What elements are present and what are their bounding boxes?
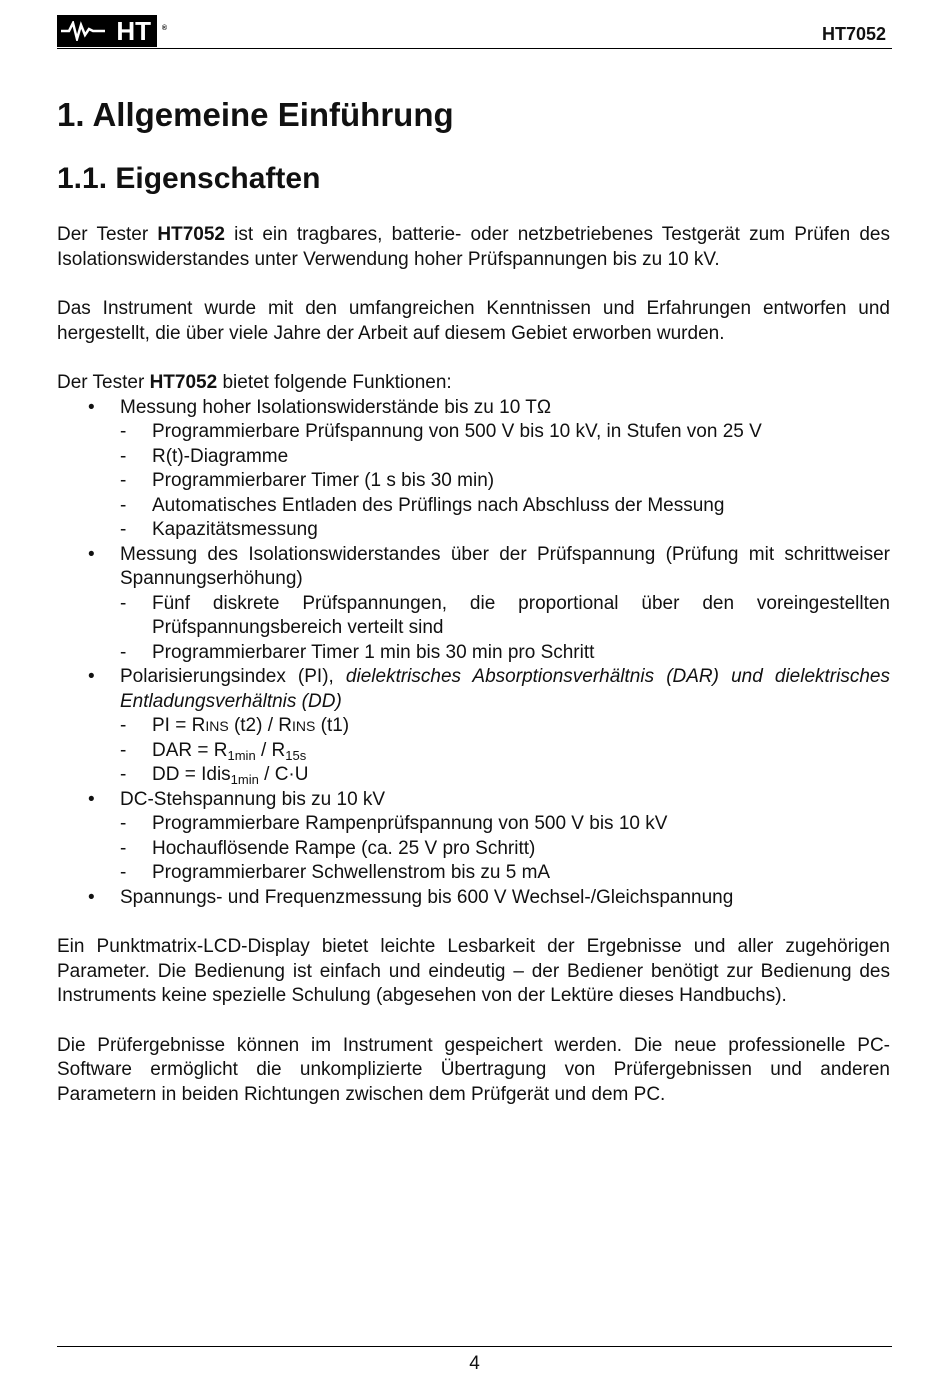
dash-icon: - [120,739,127,761]
sub-item [120,420,890,445]
sub-item [120,641,890,666]
dash-icon: - [120,592,127,614]
feature-list [57,396,890,911]
ht-logo [57,15,167,47]
feature-item [57,543,890,666]
bullet-icon: • [88,543,95,565]
sub-item [120,861,890,886]
sub-text: R(t)-Diagramme [152,445,289,467]
functions-intro [57,371,890,396]
formula-part: / C·U [258,764,309,785]
bullet-icon: • [88,886,95,908]
sub-text: Automatisches Entladen des Prüflings nach Abschluss der Messung [152,494,725,516]
sub-list [120,714,890,788]
feature-item [57,886,890,911]
text-run: Der Tester [57,224,158,245]
sub-text: Hochauflösende Rampe (ca. 25 V pro Schritt) [152,837,536,859]
sub-item [120,445,890,470]
sub-list [120,592,890,666]
formula-part: DAR = R [152,739,228,761]
dash-icon: - [120,813,127,834]
dash-icon: - [120,641,127,663]
sub-text: Programmierbare Rampenprüfspannung von 500 V bis 10 kV [152,813,668,834]
bullet-icon: • [88,666,95,687]
sub-list [120,420,890,543]
formula-subscript: 1min [227,747,256,763]
formula-part: DD = Idis [152,764,231,785]
dash-icon: - [120,715,127,736]
dash-icon: - [120,862,127,883]
dash-icon: - [120,421,127,442]
formula-part: INS [292,718,316,734]
text-run: ist ein tragbares, batterie- oder netzbetriebenes Testgerät zum Prüfen des Isolationswiderstandes unter Verwendung hoher Prüfspannungen bis zu 10 kV. [57,224,890,270]
sub-text: Programmierbarer Timer 1 min bis 30 min pro Schritt [152,641,595,663]
dash-icon: - [120,470,127,491]
dash-icon: - [120,764,127,785]
feature-text-italic: dielektrisches Absorptionsverhältnis (DAR) und dielektrisches Entladungsverhältnis (DD) [120,666,890,712]
dash-icon: - [120,445,127,467]
feature-item [57,396,890,543]
bullet-icon: • [88,788,95,810]
feature-text: Messung des Isolationswiderstandes über der Prüfspannung (Prüfung mit schrittweiser Spannungserhöhung) [120,543,890,589]
formula-pi [120,714,890,739]
intro-paragraph [57,223,890,272]
display-paragraph: Ein Punktmatrix-LCD-Display bietet leichte Lesbarkeit der Ergebnisse und aller zugehörigen Parameter. Die Bedienung ist einfach und eindeutig – der Bediener benötigt zur Bedienung des Instruments keine spezielle Schulung (abgesehen von der Lektüre dieses Handbuchs). [57,936,890,1006]
page-footer [57,1346,892,1374]
sub-text: Fünf diskrete Prüfspannungen, die proportional über den voreingestellten Prüfspannungsbereich verteilt sind [152,592,890,638]
page-header [57,12,892,49]
dash-icon: - [120,519,127,540]
sub-text: Kapazitätsmessung [152,519,318,540]
registered-mark: ® [161,25,167,32]
page-number: 4 [469,1353,480,1374]
formula-subscript: 15s [285,747,307,763]
sub-item [120,469,890,494]
sub-item [120,518,890,543]
sub-item [120,837,890,862]
formula-part: PI = R [152,715,206,736]
dash-icon: - [120,494,127,516]
text-run: Der Tester [57,372,150,393]
sub-item [120,812,890,837]
model-label: HT7052 [821,24,886,44]
formula-part: (t2) / R [228,715,293,736]
feature-text: Polarisierungsindex (PI), [120,666,346,687]
lightning-icon [61,21,105,41]
feature-text: DC-Stehspannung bis zu 10 kV [120,788,386,810]
formula-dd [120,763,890,788]
feature-text: Messung hoher Isolationswiderstände bis zu 10 TΩ [120,396,552,418]
feature-item [57,665,890,788]
sub-text: Programmierbare Prüfspannung von 500 V bis 10 kV, in Stufen von 25 V [152,421,762,442]
sub-item [120,592,890,641]
experience-paragraph: Das Instrument wurde mit den umfangreichen Kenntnissen und Erfahrungen entworfen und hergestellt, die über viele Jahre der Arbeit auf diesem Gebiet erworben wurden. [57,298,890,344]
page-content [57,95,890,1107]
bullet-icon: • [88,396,95,418]
feature-text: Spannungs- und Frequenzmessung bis 600 V Wechsel-/Gleichspannung [120,886,734,908]
formula-part: (t1) [315,715,350,736]
sub-list [120,812,890,886]
dash-icon: - [120,837,127,859]
sub-text: Programmierbarer Timer (1 s bis 30 min) [152,470,495,491]
software-paragraph: Die Prüfergebnisse können im Instrument gespeichert werden. Die neue professionelle PC-Software ermöglicht die unkomplizierte Übertragung von Prüfergebnissen und anderen Parametern in beiden Richtungen zwischen dem Prüfgerät und dem PC. [57,1034,890,1105]
logo-text: HT [116,16,151,46]
model-name: HT7052 [149,372,218,393]
chapter-title: 1. Allgemeine Einführung [57,96,454,133]
formula-dar [120,739,890,764]
formula-part: INS [205,718,229,734]
formula-part: / R [255,739,286,761]
model-name: HT7052 [157,224,225,245]
section-title: 1.1. Eigenschaften [57,162,321,195]
text-run: bietet folgende Funktionen: [217,372,452,393]
sub-text: Programmierbarer Schwellenstrom bis zu 5 mA [152,862,551,883]
sub-item [120,494,890,519]
formula-subscript: 1min [230,772,259,787]
feature-item [57,788,890,886]
